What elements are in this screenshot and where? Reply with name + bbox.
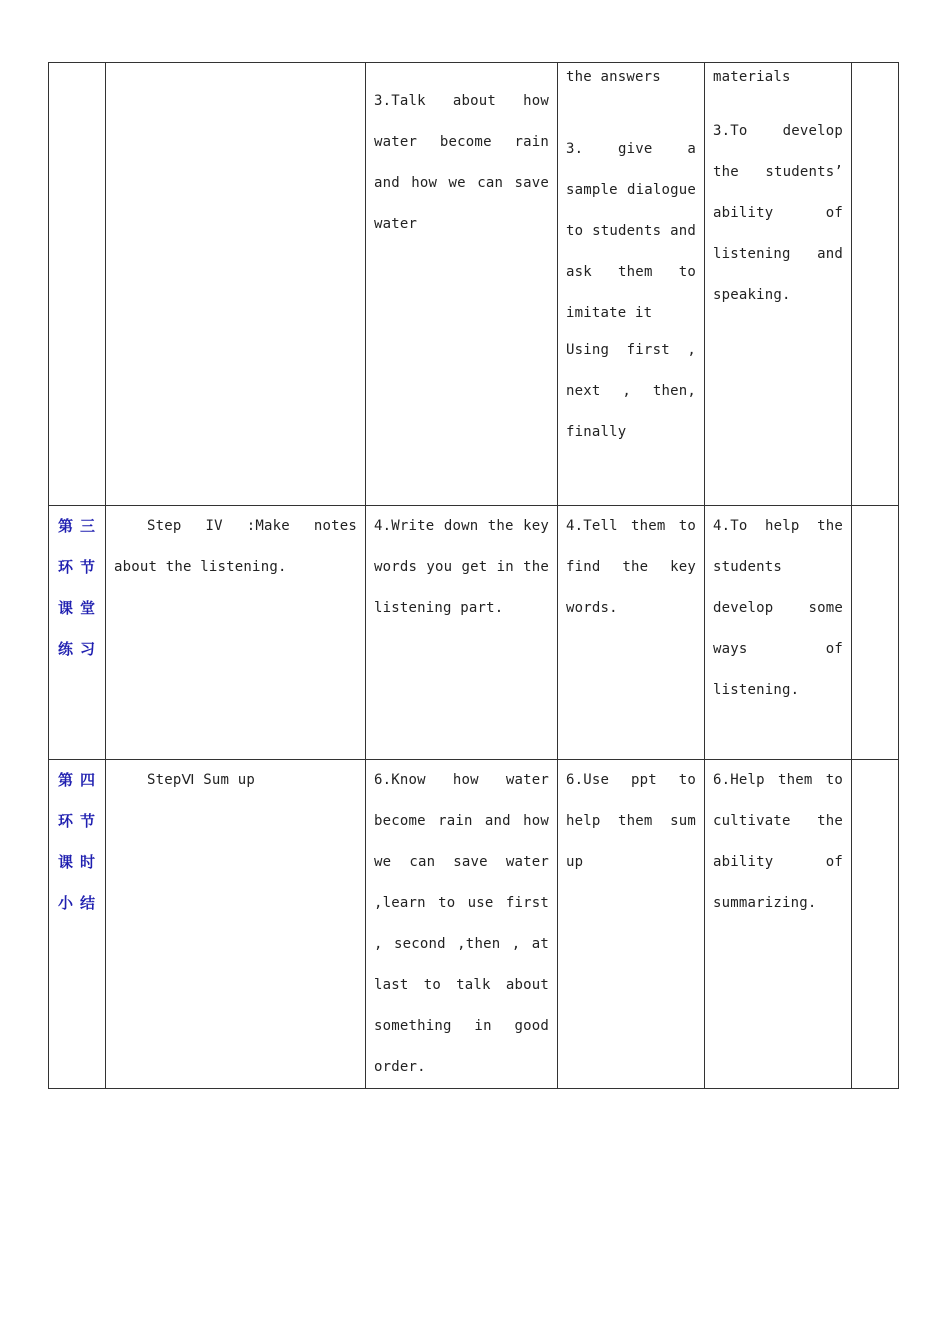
student-activity-cell	[366, 760, 558, 1089]
purpose-cell	[705, 506, 852, 760]
stage-label: 第三环节课堂练习	[58, 517, 103, 658]
stage-cell	[49, 63, 106, 506]
step-cell	[106, 63, 366, 506]
step-text: Step IV :Make notes about the listening.	[114, 518, 357, 575]
table-row	[49, 506, 899, 760]
table-row	[49, 760, 899, 1089]
student-activity-cell	[366, 506, 558, 760]
table-row	[49, 63, 899, 506]
purpose-text: 4.To help the students develop some ways of listening.	[713, 518, 843, 698]
lesson-plan-table	[48, 62, 899, 1089]
notes-cell	[852, 63, 899, 506]
student-activity-text: 3.Talk about how water become rain and how we can save water	[374, 93, 549, 232]
purpose-text-b: 3.To develop the students’ ability of listening and speaking.	[713, 123, 843, 303]
purpose-text-a: materials	[713, 69, 791, 85]
teacher-activity-text-a: the answers	[566, 69, 661, 85]
student-activity-cell	[366, 63, 558, 506]
teacher-activity-text-c: Using first , next , then, finally	[566, 342, 696, 440]
purpose-text: 6.Help them to cultivate the ability of summarizing.	[713, 772, 843, 911]
teacher-activity-cell	[558, 63, 705, 506]
notes-cell	[852, 760, 899, 1089]
teacher-activity-text: 4.Tell them to find the key words.	[566, 518, 696, 616]
student-activity-text: 4.Write down the key words you get in the listening part.	[374, 518, 549, 616]
teacher-activity-cell	[558, 506, 705, 760]
stage-cell	[49, 760, 106, 1089]
stage-label: 第四环节课时小结	[58, 771, 103, 912]
notes-cell	[852, 506, 899, 760]
stage-cell	[49, 506, 106, 760]
teacher-activity-text-b: 3. give a sample dialogue to students and ask them to imitate it	[566, 141, 696, 321]
step-text: StepⅥ Sum up	[147, 772, 256, 788]
student-activity-text: 6.Know how water become rain and how we can save water ,learn to use first , second ,then , at last to talk about something in good order.	[374, 772, 549, 1075]
teacher-activity-cell	[558, 760, 705, 1089]
teacher-activity-text: 6.Use ppt to help them sum up	[566, 772, 696, 870]
purpose-cell	[705, 63, 852, 506]
purpose-cell	[705, 760, 852, 1089]
step-cell	[106, 760, 366, 1089]
step-cell	[106, 506, 366, 760]
